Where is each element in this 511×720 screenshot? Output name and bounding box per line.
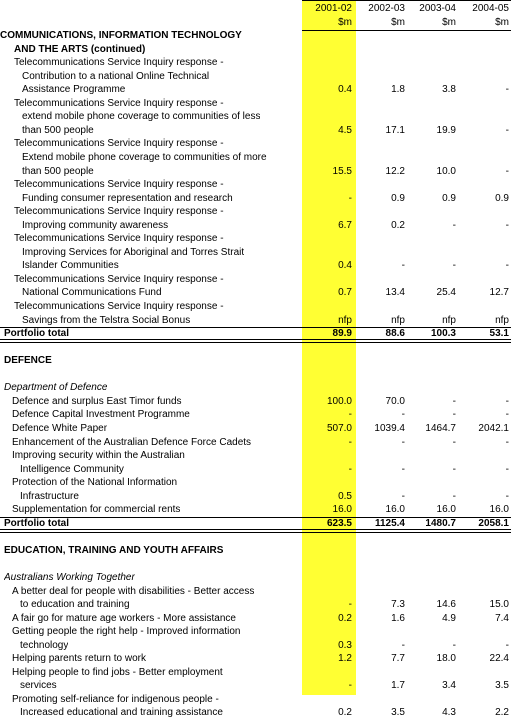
table-row	[0, 666, 511, 680]
table-row	[0, 585, 511, 599]
cell-value: -	[348, 680, 352, 692]
cell-value: -	[505, 490, 509, 502]
cell-value: -	[505, 463, 509, 475]
row-label: DEFENCE	[4, 355, 52, 367]
unit-label: $m	[442, 16, 456, 28]
row-label: Telecommunications Service Inquiry response -	[14, 206, 224, 218]
cell-value: 0.9	[495, 192, 509, 204]
cell-value: -	[452, 436, 456, 448]
cell-value: 0.9	[391, 192, 405, 204]
row-label: Islander Communities	[22, 260, 119, 272]
row-label: Telecommunications Service Inquiry response -	[14, 138, 224, 150]
row-label: Improving security within the Australian	[12, 450, 185, 462]
cell-value: -	[401, 409, 405, 421]
table-row	[0, 97, 511, 111]
table-row	[0, 530, 511, 544]
table-row	[0, 449, 511, 463]
table-row	[0, 503, 511, 517]
table-row	[0, 490, 511, 504]
year-header: 2003-04	[419, 3, 456, 14]
cell-value: -	[452, 490, 456, 502]
table-row	[0, 273, 511, 287]
cell-value: -	[505, 436, 509, 448]
cell-value: -	[505, 219, 509, 231]
cell-value: 623.5	[326, 517, 352, 529]
cell-value: 10.0	[436, 165, 456, 177]
table-body	[0, 29, 511, 720]
row-label: extend mobile phone coverage to communities of less	[22, 111, 261, 123]
cell-value: 18.0	[436, 653, 456, 665]
cell-value: 7.3	[391, 599, 405, 611]
cell-value: 0.9	[442, 192, 456, 204]
row-label: than 500 people	[22, 165, 94, 177]
row-label: Telecommunications Service Inquiry response -	[14, 233, 224, 245]
row-label: A better deal for people with disabilities - Better access	[12, 585, 255, 597]
cell-value: 12.2	[385, 165, 405, 177]
row-label: Defence and surplus East Timor funds	[12, 395, 182, 407]
cell-value: 16.0	[436, 504, 456, 516]
cell-value: -	[505, 639, 509, 651]
row-label: AND THE ARTS (continued)	[14, 43, 146, 55]
cell-value: 100.0	[326, 395, 352, 407]
cell-value: 4.3	[442, 707, 456, 719]
table-row	[0, 314, 511, 328]
row-label: Assistance Programme	[22, 84, 126, 96]
cell-value: 3.8	[442, 84, 456, 96]
row-label: Department of Defence	[4, 382, 108, 394]
cell-value: -	[452, 463, 456, 475]
cell-value: 2042.1	[478, 422, 509, 434]
table-row	[0, 192, 511, 206]
row-label: Protection of the National Information	[12, 477, 178, 489]
cell-value: -	[348, 463, 352, 475]
cell-value: 7.4	[495, 612, 509, 624]
row-label: Improving community awareness	[22, 219, 169, 231]
cell-value: -	[348, 436, 352, 448]
cell-value: 6.7	[338, 219, 352, 231]
row-label: Infrastructure	[20, 490, 79, 502]
subheading-row	[0, 571, 511, 585]
subheading-row	[0, 381, 511, 395]
row-label: than 500 people	[22, 124, 94, 136]
row-label: Promoting self-reliance for indigenous people -	[12, 693, 219, 705]
cell-value: 4.9	[442, 612, 456, 624]
table-row	[0, 205, 511, 219]
row-label: Defence Capital Investment Programme	[12, 409, 190, 421]
cell-value: -	[452, 395, 456, 407]
table-row	[0, 557, 511, 571]
row-label: Helping parents return to work	[12, 653, 146, 665]
cell-value: 22.4	[489, 653, 509, 665]
row-label: Getting people the right help - Improved information	[12, 626, 241, 638]
cell-value: -	[348, 409, 352, 421]
row-label: Telecommunications Service Inquiry response -	[14, 301, 224, 313]
cell-value: 7.7	[391, 653, 405, 665]
cell-value: -	[452, 260, 456, 272]
row-label: Contribution to a national Online Technical	[22, 70, 210, 82]
cell-value: -	[401, 490, 405, 502]
row-label: Telecommunications Service Inquiry response -	[14, 273, 224, 285]
section-heading-row	[0, 43, 511, 57]
cell-value: 1.2	[338, 653, 352, 665]
unit-label: $m	[495, 16, 509, 28]
row-label: Intelligence Community	[20, 463, 124, 475]
row-label: Telecommunications Service Inquiry response -	[14, 179, 224, 191]
cell-value: 15.5	[332, 165, 352, 177]
cell-value: -	[348, 192, 352, 204]
table-row	[0, 679, 511, 693]
table-row	[0, 286, 511, 300]
row-label: Portfolio total	[4, 328, 69, 340]
cell-value: 0.4	[338, 84, 352, 96]
cell-value: 3.5	[495, 680, 509, 692]
cell-value: 1.6	[391, 612, 405, 624]
table-row	[0, 124, 511, 138]
cell-value: 1.7	[391, 680, 405, 692]
row-label: National Communications Fund	[22, 287, 162, 299]
cell-value: 2058.1	[478, 517, 509, 529]
cell-value: 17.1	[385, 124, 405, 136]
row-label: A fair go for mature age workers - More assistance	[12, 612, 236, 624]
cell-value: nfp	[338, 314, 352, 326]
total-top-rule	[0, 327, 511, 328]
row-label: to education and training	[20, 599, 130, 611]
cell-value: 16.0	[332, 504, 352, 516]
section-heading-row	[0, 354, 511, 368]
row-label: COMMUNICATIONS, INFORMATION TECHNOLOGY	[0, 30, 242, 42]
table-row	[0, 219, 511, 233]
cell-value: 13.4	[385, 287, 405, 299]
table-row	[0, 151, 511, 165]
cell-value: 14.6	[436, 599, 456, 611]
unit-header-row	[0, 16, 511, 30]
row-label: Portfolio total	[4, 517, 69, 529]
table-row	[0, 300, 511, 314]
cell-value: -	[505, 124, 509, 136]
cell-value: 2.2	[495, 707, 509, 719]
row-label: Supplementation for commercial rents	[12, 504, 181, 516]
year-header: 2001-02	[315, 3, 352, 14]
cell-value: 3.4	[442, 680, 456, 692]
row-label: Defence White Paper	[12, 422, 108, 434]
table-row	[0, 625, 511, 639]
cell-value: 0.2	[338, 612, 352, 624]
cell-value: 88.6	[385, 328, 405, 340]
cell-value: 0.7	[338, 287, 352, 299]
cell-value: -	[401, 463, 405, 475]
row-label: Savings from the Telstra Social Bonus	[22, 314, 191, 326]
cell-value: 1480.7	[425, 517, 456, 529]
cell-value: 70.0	[385, 395, 405, 407]
cell-value: -	[452, 639, 456, 651]
row-label: Telecommunications Service Inquiry response -	[14, 57, 224, 69]
table-row	[0, 232, 511, 246]
table-row	[0, 368, 511, 382]
cell-value: -	[401, 260, 405, 272]
cell-value: nfp	[442, 314, 456, 326]
cell-value: -	[401, 639, 405, 651]
row-label: Telecommunications Service Inquiry response -	[14, 97, 224, 109]
cell-value: 0.4	[338, 260, 352, 272]
cell-value: -	[505, 395, 509, 407]
table-row	[0, 110, 511, 124]
cell-value: 16.0	[385, 504, 405, 516]
cell-value: nfp	[495, 314, 509, 326]
table-row	[0, 639, 511, 653]
table-row	[0, 408, 511, 422]
table-row	[0, 246, 511, 260]
table-row	[0, 259, 511, 273]
row-label: Australians Working Together	[4, 571, 135, 583]
table-row	[0, 70, 511, 84]
header-top-rule	[302, 0, 511, 1]
table-row	[0, 652, 511, 666]
row-label: EDUCATION, TRAINING AND YOUTH AFFAIRS	[4, 544, 224, 556]
table-row	[0, 476, 511, 490]
year-header-row	[0, 2, 511, 16]
cell-value: 1125.4	[374, 517, 405, 529]
cell-value: -	[452, 219, 456, 231]
cell-value: -	[348, 599, 352, 611]
row-label: services	[20, 680, 57, 692]
table-row	[0, 598, 511, 612]
cell-value: 53.1	[489, 328, 509, 340]
cell-value: 1039.4	[374, 422, 405, 434]
portfolio-total-row	[0, 327, 511, 341]
row-label: technology	[20, 639, 69, 651]
cell-value: 19.9	[436, 124, 456, 136]
cell-value: nfp	[391, 314, 405, 326]
row-label: Helping people to find jobs - Better employment	[12, 666, 223, 678]
cell-value: 89.9	[332, 328, 352, 340]
cell-value: -	[452, 409, 456, 421]
unit-label: $m	[391, 16, 405, 28]
table-row	[0, 395, 511, 409]
table-row	[0, 341, 511, 355]
row-label: Extend mobile phone coverage to communities of more	[22, 152, 267, 164]
table-row	[0, 422, 511, 436]
cell-value: 0.2	[391, 219, 405, 231]
row-label: Funding consumer representation and research	[22, 192, 233, 204]
cell-value: 0.3	[338, 639, 352, 651]
cell-value: 12.7	[489, 287, 509, 299]
row-label: Enhancement of the Australian Defence Force Cadets	[12, 436, 252, 448]
cell-value: 15.0	[489, 599, 509, 611]
table-row	[0, 83, 511, 97]
cell-value: 4.5	[338, 124, 352, 136]
cell-value: 507.0	[326, 422, 352, 434]
cell-value: -	[505, 409, 509, 421]
table-row	[0, 165, 511, 179]
cell-value: 1.8	[391, 84, 405, 96]
table-row	[0, 463, 511, 477]
row-label: Increased educational and training assistance	[20, 707, 223, 719]
unit-label: $m	[338, 16, 352, 28]
table-row	[0, 137, 511, 151]
cell-value: -	[505, 84, 509, 96]
table-row	[0, 706, 511, 720]
table-row	[0, 436, 511, 450]
portfolio-total-row	[0, 517, 511, 531]
total-top-rule	[0, 517, 511, 518]
cell-value: 0.2	[338, 707, 352, 719]
table-row	[0, 56, 511, 70]
cell-value: 16.0	[489, 504, 509, 516]
cell-value: 1464.7	[425, 422, 456, 434]
cell-value: -	[505, 260, 509, 272]
table-row	[0, 178, 511, 192]
year-header: 2004-05	[472, 3, 509, 14]
cell-value: -	[401, 436, 405, 448]
cell-value: 0.5	[338, 490, 352, 502]
table-row	[0, 612, 511, 626]
cell-value: 100.3	[430, 328, 456, 340]
cell-value: 25.4	[436, 287, 456, 299]
section-heading-row	[0, 544, 511, 558]
row-label: Improving Services for Aboriginal and Torres Strait	[22, 246, 245, 258]
section-heading-row	[0, 29, 511, 43]
year-header: 2002-03	[368, 3, 405, 14]
cell-value: -	[505, 165, 509, 177]
cell-value: 3.5	[391, 707, 405, 719]
